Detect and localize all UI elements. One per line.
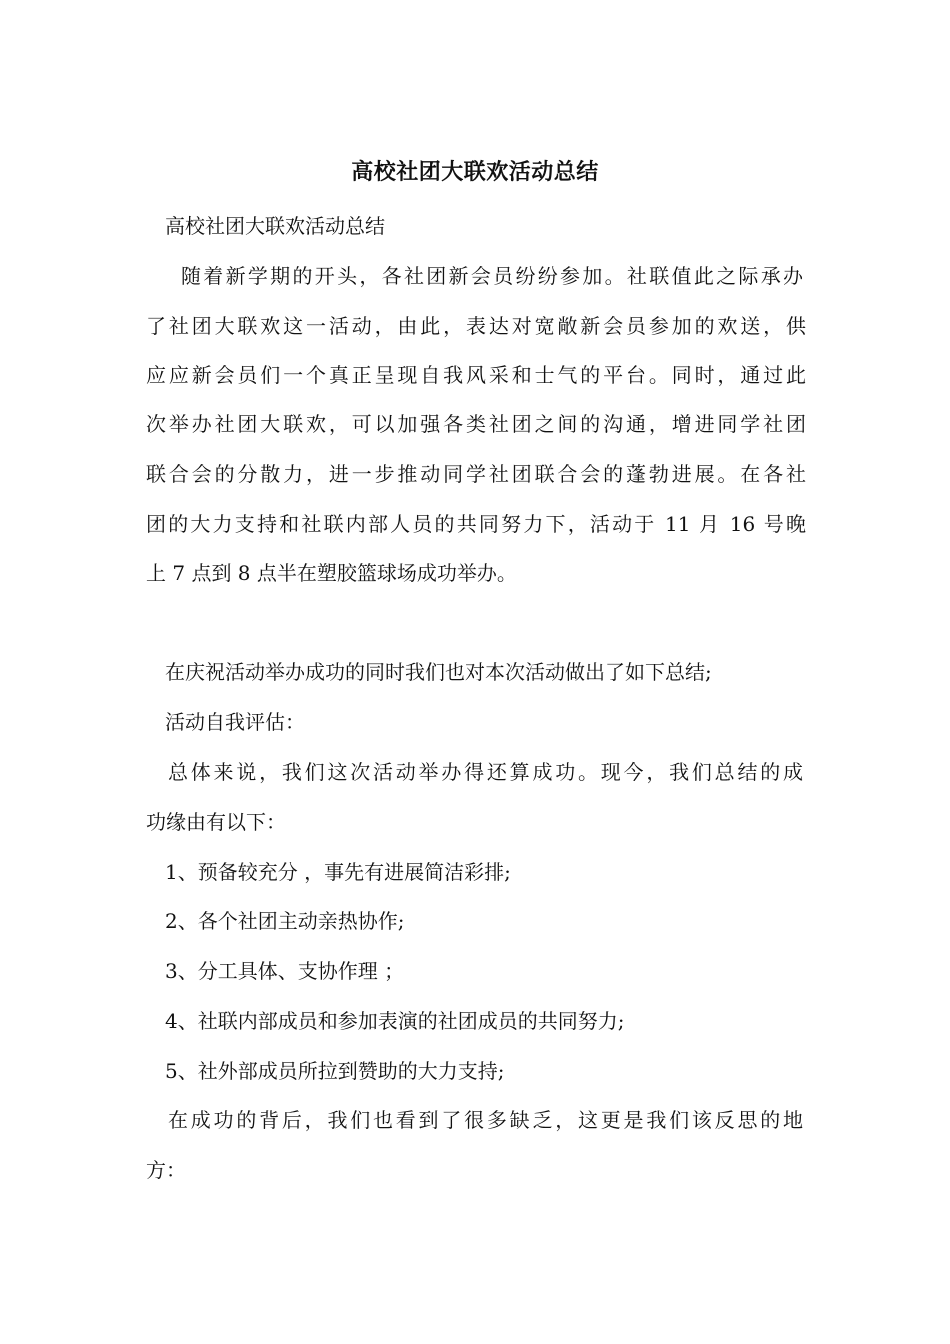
paragraph-line: 在庆祝活动举办成功的同时我们也对本次活动做出了如下总结; xyxy=(165,660,712,684)
paragraph-line: 应应新会员们一个真正呈现自我风采和士气的平台。同时，通过此 xyxy=(146,363,806,387)
paragraph-line: 次举办社团大联欢，可以加强各类社团之间的沟通，增进同学社团 xyxy=(146,412,806,436)
list-item: 5、社外部成员所拉到赞助的大力支持; xyxy=(165,1059,505,1083)
list-item: 1、预备较充分 ，事先有进展简洁彩排; xyxy=(165,860,511,884)
paragraph-line: 在成功的背后，我们也看到了很多缺乏，这更是我们该反思的地 xyxy=(168,1108,803,1132)
paragraph-line: 随着新学期的开头，各社团新会员纷纷参加。社联值此之际承办 xyxy=(181,264,803,288)
list-item: 2、各个社团主动亲热协作; xyxy=(165,909,405,933)
section-heading: 活动自我评估： xyxy=(165,710,305,734)
document-title: 高校社团大联欢活动总结 xyxy=(351,159,599,185)
paragraph-line: 联合会的分散力，进一步推动同学社团联合会的蓬勃进展。在各社 xyxy=(146,462,806,486)
document-subtitle: 高校社团大联欢活动总结 xyxy=(165,214,385,238)
list-item: 4、社联内部成员和参加表演的社团成员的共同努力; xyxy=(165,1009,625,1033)
paragraph-line: 总体来说，我们这次活动举办得还算成功。现今，我们总结的成 xyxy=(168,760,803,784)
paragraph-line: 团的大力支持和社联内部人员的共同努力下，活动于 11 月 16 号晚 xyxy=(146,512,806,536)
paragraph-line: 了社团大联欢这一活动，由此，表达对宽敞新会员参加的欢送，供 xyxy=(146,314,806,338)
paragraph-line: 上 7 点到 8 点半在塑胶篮球场成功举办。 xyxy=(146,561,517,585)
paragraph-line: 功缘由有以下： xyxy=(146,810,286,834)
list-item: 3、分工具体、支协作理 ； xyxy=(165,959,405,983)
paragraph-line: 方： xyxy=(146,1158,186,1182)
